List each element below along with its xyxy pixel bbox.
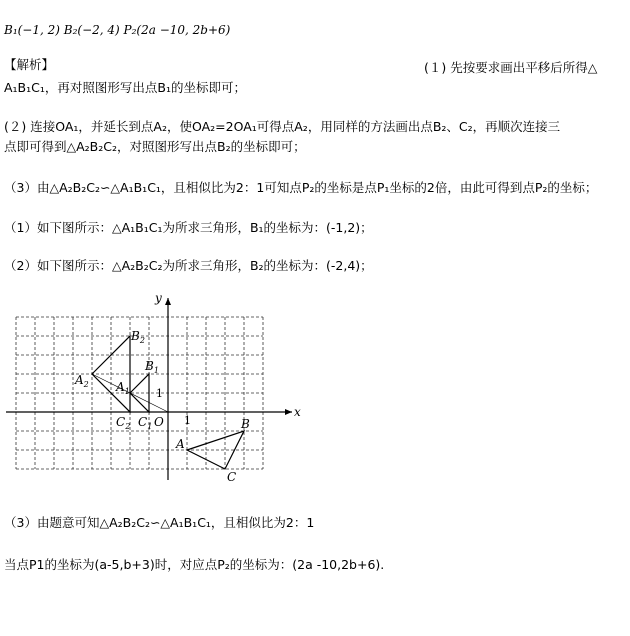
label-b2: $B_2$ <box>131 329 145 345</box>
y-axis-arrow <box>165 298 171 305</box>
coordinate-figure <box>0 288 320 488</box>
label-a: A <box>176 437 185 451</box>
answer-line: B₁(−1, 2) B₂(−2, 4) P₂(2a −10, 2b+6) <box>4 23 231 37</box>
label-c: C <box>227 470 237 484</box>
tick-label-x1: 1 <box>184 414 191 427</box>
analysis-heading: 【解析】 <box>4 57 55 72</box>
x-axis-arrow <box>285 409 292 415</box>
label-a2: $A_2$ <box>75 373 89 389</box>
point-labels <box>74 291 301 484</box>
y-axis-label: y <box>155 291 162 305</box>
origin-label: O <box>154 415 164 429</box>
solution-s4: 当点P1的坐标为(a-5,b+3)时，对应点P₂的坐标为：(2a -10,2b+6). <box>4 557 385 572</box>
analysis-p1-right: (１) 先按要求画出平移后所得△ <box>424 60 598 75</box>
label-c1: $C_1$ <box>138 415 153 431</box>
solution-s2: （2）如下图所示：△A₂B₂C₂为所求三角形，B₂的坐标为：(-2,4)； <box>4 258 373 273</box>
solution-s3: （3）由题意可知△A₂B₂C₂∽△A₁B₁C₁，且相似比为2：1 <box>4 515 315 530</box>
label-b: B <box>241 417 250 431</box>
label-b1: $B_1$ <box>145 359 159 375</box>
analysis-p3: （3）由△A₂B₂C₂∽△A₁B₁C₁，且相似比为2：1可知点P₂的坐标是点P₁坐标的2倍，由此可得到点P₂的坐标； <box>4 180 598 195</box>
x-axis-label: x <box>294 405 301 419</box>
solution-s1: （1）如下图所示：△A₁B₁C₁为所求三角形，B₁的坐标为：(-1,2)； <box>4 220 373 235</box>
analysis-p1-cont: A₁B₁C₁，再对照图形写出点B₁的坐标即可； <box>4 80 246 95</box>
analysis-p2-a: (２) 连接OA₁，并延长到点A₂，使OA₂=2OA₁可得点A₂，用同样的方法画出点B₂、C₂，再顺次连接三 <box>4 119 561 134</box>
label-a1: $A_1$ <box>116 380 130 396</box>
label-c2: $C_2$ <box>116 415 131 431</box>
triangle-abc <box>187 431 244 469</box>
tick-label-y1: 1 <box>156 387 163 400</box>
analysis-p2-b: 点即可得到△A₂B₂C₂，对照图形写出点B₂的坐标即可； <box>4 139 306 154</box>
